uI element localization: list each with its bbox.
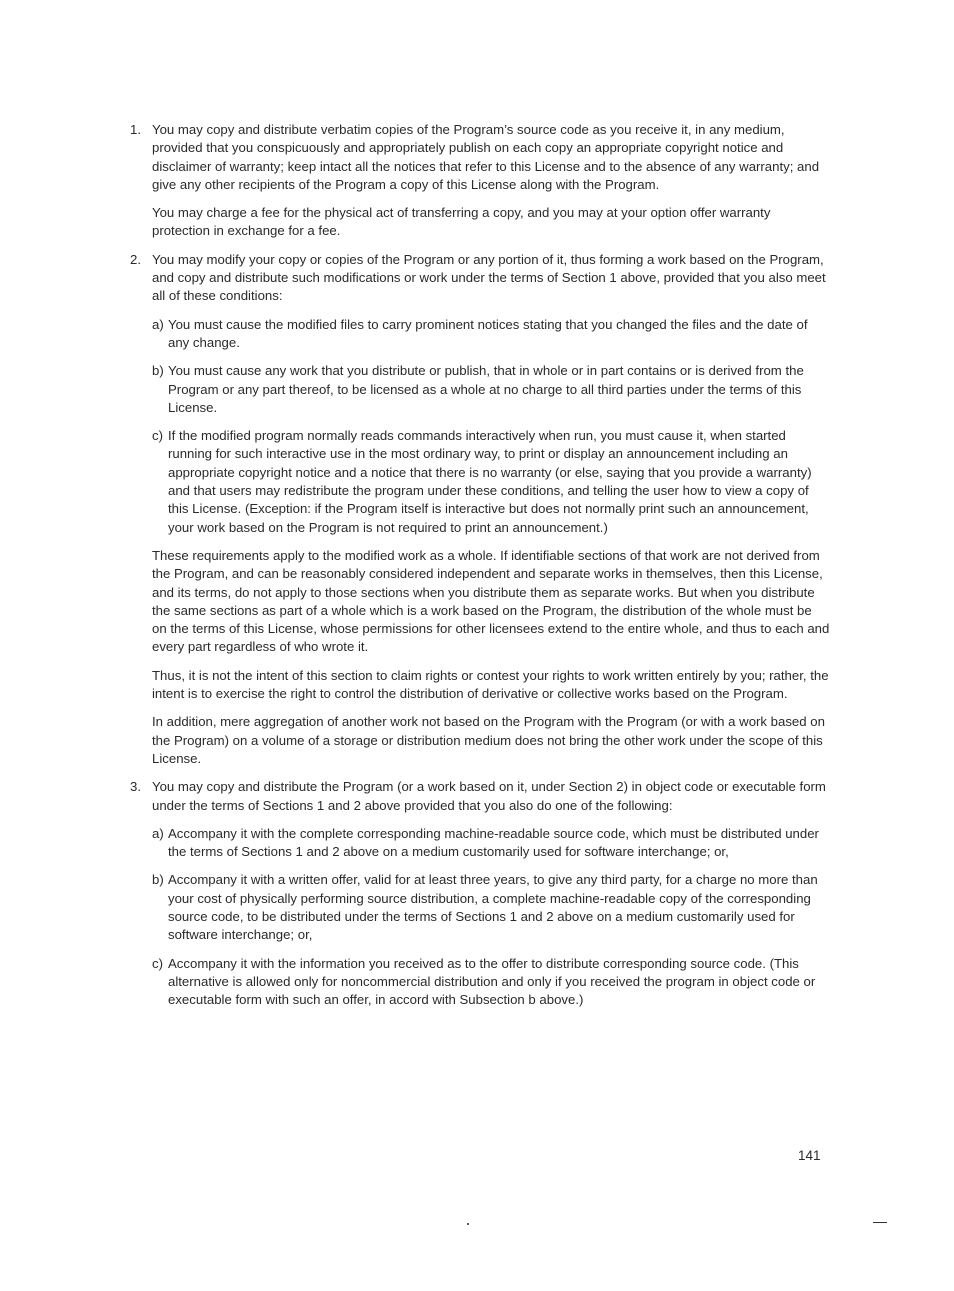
paragraph: You may copy and distribute the Program (or a work based on it, under Section 2) in object code or executable form under the terms of Sections 1 and 2 above provided that you also do one of the following:: [152, 779, 826, 813]
sub-item-c: [152, 955, 830, 1010]
list-item-2: [130, 251, 830, 768]
sub-text: Accompany it with a written offer, valid for at least three years, to give any third party, for a charge no more than your cost of physically performing source distribution, a complete machine-readable copy of the corresponding source code, to be distributed under the terms of Sections 1 and 2 above on a medium customarily used for software interchange; or,: [168, 872, 818, 943]
sub-item-c: [152, 427, 830, 537]
license-body: [130, 121, 830, 1019]
sub-letter: b): [152, 872, 164, 888]
sub-text: Accompany it with the complete corresponding machine-readable source code, which must be distributed under the terms of Sections 1 and 2 above on a medium customarily used for software interchange; or,: [168, 825, 819, 860]
sub-text: You must cause the modified files to carry prominent notices stating that you changed the files and the date of any change.: [168, 316, 808, 350]
sub-item-b: [152, 362, 830, 417]
sub-text: Accompany it with the information you received as to the offer to distribute corresponding source code. (This alternative is allowed only for noncommercial distribution and only if you received the program in object code or executable form with such an offer, in accord with Subsection b above.): [168, 955, 816, 1008]
paragraph: In addition, mere aggregation of another work not based on the Program with the Program (or with a work based on the Program) on a volume of a storage or distribution medium does not bring the other work under the scope of this License.: [152, 714, 825, 766]
sub-item-b: [152, 871, 830, 944]
paragraph: Thus, it is not the intent of this section to claim rights or contest your rights to work written entirely by you; rather, the intent is to exercise the right to control the distribution of derivative or collective works based on the Program.: [152, 667, 829, 702]
list-item-1: [130, 121, 830, 241]
paragraph: You may modify your copy or copies of the Program or any portion of it, thus forming a work based on the Program, and copy and distribute such modifications or work under the terms of Section 1 above, provided that you also meet all of these conditions:: [152, 251, 826, 304]
sub-item-a: [152, 825, 830, 862]
sub-letter: b): [152, 363, 164, 379]
item-number: 3.: [130, 779, 141, 795]
page-number: 141: [798, 1148, 821, 1163]
paragraph: These requirements apply to the modified work as a whole. If identifiable sections of that work are not derived from the Program, and can be reasonably considered independent and separate works in themselves, then this License, and its terms, do not apply to those sections when you distribute them as separate works. But when you distribute the same sections as part of a whole which is a work based on the Program, the distribution of the whole must be on the terms of this License, whose permissions for other licensees extend to the entire whole, and thus to each and every part regardless of who wrote it.: [152, 547, 830, 655]
sub-text: If the modified program normally reads commands interactively when run, you must cause it, when started running for such interactive use in the most ordinary way, to print or display an announcement including an appropriate copyright notice and a notice that there is no warranty (or else, saying that you provide a warranty) and that users may redistribute the program under these conditions, and telling the user how to view a copy of this License. (Exception: if the Program itself is interactive but does not normally print such an announcement, your work based on the Program is not required to print an announcement.): [168, 428, 812, 535]
paragraph: You may copy and distribute verbatim copies of the Program’s source code as you receive it, in any medium, provided that you conspicuously and appropriately publish on each copy an appropriate copyright notice and disclaimer of warranty; keep intact all the notices that refer to this License and to the absence of any warranty; and give any other recipients of the Program a copy of this License along with the Program.: [152, 122, 820, 192]
sub-letter: c): [152, 428, 163, 444]
sub-letter: a): [152, 825, 164, 841]
paragraph: You may charge a fee for the physical act of transferring a copy, and you may at your option offer warranty protection in exchange for a fee.: [152, 205, 771, 239]
list-item-3: [130, 778, 830, 1009]
item-number: 2.: [130, 251, 141, 267]
crop-mark: [873, 1222, 887, 1223]
crop-mark: [467, 1223, 469, 1225]
item-number: 1.: [130, 122, 141, 137]
sub-letter: a): [152, 316, 164, 332]
sub-text: You must cause any work that you distribute or publish, that in whole or in part contains or is derived from the Program or any part thereof, to be licensed as a whole at no charge to all third parties under the terms of this License.: [168, 363, 804, 415]
sub-letter: c): [152, 955, 163, 971]
sub-item-a: [152, 316, 830, 353]
